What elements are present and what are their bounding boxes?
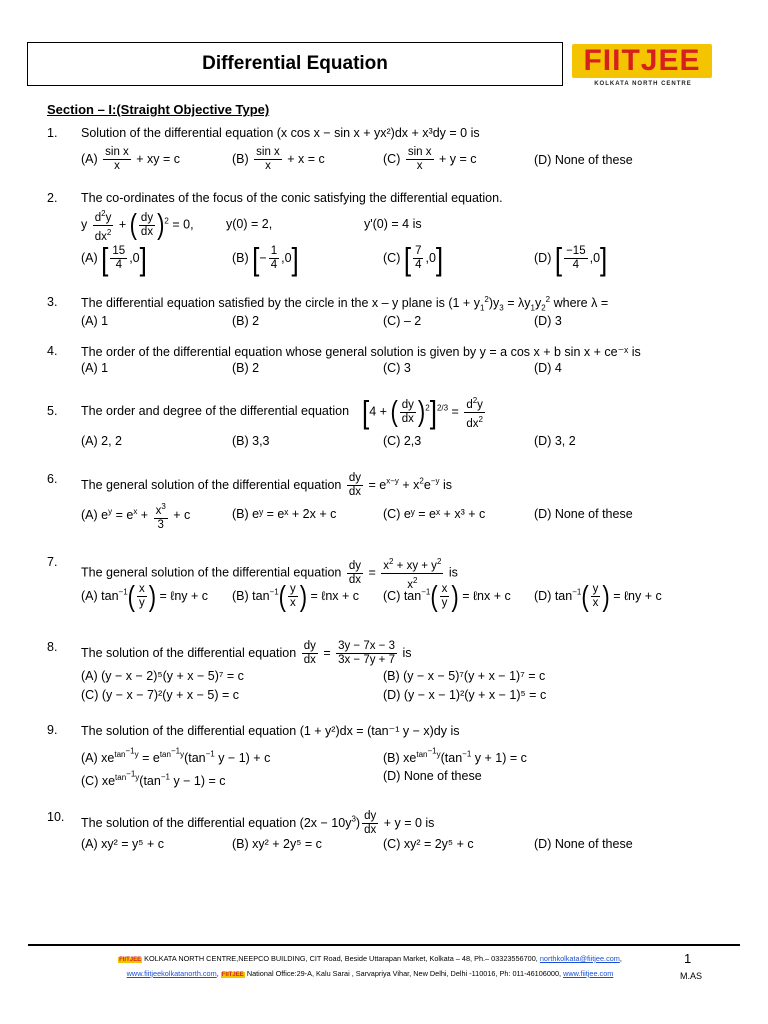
footer-web-link-1[interactable]: www.fiitjeekolkatanorth.com — [126, 969, 217, 978]
question-stem: The co-ordinates of the focus of the conic satisfying the differential equation. — [81, 191, 503, 205]
option-b: (B) eʸ = eˣ + 2x + c — [232, 507, 337, 521]
question-number: 8. — [47, 640, 58, 654]
option-a: (A) 1 — [81, 361, 109, 375]
question-stem: The general solution of the differential equation $\frac{dy}{dx}$ = $e^{x-y} + x^2e^{-y}$ is — [81, 472, 452, 498]
footer-divider — [28, 944, 740, 946]
question-5-equation: [4 + ( $\frac{dy}{dx}$ )$^2$]$^{2/3}$ = $\frac{d^2y}{dx^2}$ — [362, 394, 483, 431]
question-number: 6. — [47, 472, 58, 486]
option-b: (B) [− $\frac{1}{4}$ ,0] — [232, 240, 299, 277]
option-b: (B) $xe^{tan^{-1}y}(\tan^{-1}$ y + 1) = c — [383, 746, 527, 765]
question-stem: The solution of the differential equation $(2x - 10y^3)$ $\frac{dy}{dx}$ + y = 0 is — [81, 810, 435, 836]
footer-address: FIITJEE KOLKATA NORTH CENTRE,NEEPCO BUILDING, CIT Road, Beside Uttarapan Market, Kolkata – 48, Ph.– 03323556700, northkolkata@fiitjee.com, www.fiitjeekolkatanorth.com, FIITJEE National Office:29-A, Kalu Sarai , Sarvapriya Vihar, New Delhi, Delhi -110016, Ph: 011-46106000, www.fiitjee.com — [119, 954, 622, 978]
question-number: 5. — [47, 404, 58, 418]
question-stem: The general solution of the differential equation $\frac{dy}{dx}$ = $\frac{x^2 + xy + y^2}{x^2}$ is — [81, 557, 458, 591]
option-b: (B) (y − x − 5)⁷(y + x − 1)⁷ = c — [383, 669, 546, 683]
option-d: (D) 4 — [534, 361, 562, 375]
option-d: (D) None of these — [534, 507, 633, 521]
footer-email-link[interactable]: northkolkata@fiitjee.com — [539, 954, 620, 963]
question-number: 10. — [47, 810, 65, 824]
option-a: (A) [ $\frac{15}{4}$ ,0] — [81, 240, 147, 277]
option-d: (D) None of these — [534, 837, 633, 851]
option-c: (C) $\tan^{-1}$( $\frac{x}{y}$ ) = ℓnx + c — [383, 579, 511, 613]
option-b: (B) $\tan^{-1}$( $\frac{y}{x}$ ) = ℓnx + c — [232, 579, 360, 613]
option-c: (C) [ $\frac{7}{4}$ ,0] — [383, 240, 444, 277]
footer-line-1: KOLKATA NORTH CENTRE,NEEPCO BUILDING, CIT Road, Beside Uttarapan Market, Kolkata – 48, Ph.– 03323556700, — [144, 954, 538, 963]
option-d: (D) 3 — [534, 314, 562, 328]
option-c: (C) (y − x − 7)²(y + x − 5) = c — [81, 688, 240, 702]
option-b: (B) xy² + 2y⁵ = c — [232, 837, 322, 851]
section-title: Section – I:(Straight Objective Type) — [47, 102, 270, 117]
option-a: (A) (y − x − 2)⁵(y + x − 5)⁷ = c — [81, 669, 244, 683]
question-stem: The order and degree of the differential equation — [81, 404, 350, 418]
question-stem: The order of the differential equation whose general solution is given by y = a cos x + b sin x + ce⁻ˣ is — [81, 345, 641, 359]
option-a: (A) 2, 2 — [81, 434, 122, 448]
question-number: 4. — [47, 344, 58, 358]
question-number: 3. — [47, 295, 58, 309]
option-c: (C) 2,3 — [383, 434, 422, 448]
option-a: (A) xy² = y⁵ + c — [81, 837, 164, 851]
option-b: (B) $\frac{\text{sin x}}{x}$ + x = c — [232, 146, 325, 172]
option-c: (C) – 2 — [383, 314, 422, 328]
option-a: (A) $e^y = e^x$ + $\frac{x^3}{3}$ + c — [81, 502, 191, 531]
option-a: (A) $xe^{tan^{-1}y} = e^{tan^{-1}y}(\tan^{-1}$ y − 1) + c — [81, 746, 271, 765]
option-d: (D) None of these — [383, 769, 482, 783]
question-stem: The solution of the differential equation (1 + y²)dx = (tan⁻¹ y − x)dy is — [81, 724, 460, 738]
option-a: (A) 1 — [81, 314, 109, 328]
condition-y0: y(0) = 2, — [226, 217, 273, 231]
footer-web-link-2[interactable]: www.fiitjee.com — [563, 969, 614, 978]
option-d: (D) [ $\frac{-15}{4}$ ,0] — [534, 240, 608, 277]
option-c: (C) xy² = 2y⁵ + c — [383, 837, 474, 851]
question-stem: The solution of the differential equation $\frac{dy}{dx}$ = $\frac{3y - 7x - 3}{3x - 7y + 7}$ is — [81, 640, 412, 666]
option-d: (D) None of these — [534, 153, 633, 167]
option-c: (C) eʸ = eˣ + x³ + c — [383, 507, 486, 521]
page-number: 1 — [684, 951, 692, 966]
option-a: (A) $\tan^{-1}$( $\frac{x}{y}$ ) = ℓny + c — [81, 579, 209, 613]
page-title-box — [27, 42, 563, 86]
option-d: (D) $\tan^{-1}$( $\frac{y}{x}$ ) = ℓny + c — [534, 579, 662, 613]
question-stem: The differential equation satisfied by the circle in the x – y plane is $(1 + y_1^2)y_3 = \lambda y_1y_2^2$ where λ = — [81, 295, 609, 313]
question-2-equation: y $\frac{d^2y}{dx^2}$ + ( $\frac{dy}{dx}$ )$^2$ = 0, — [81, 208, 194, 243]
question-number: 1. — [47, 126, 58, 140]
logo-text: FIITJEE — [572, 44, 712, 78]
question-number: 9. — [47, 723, 58, 737]
option-d: (D) 3, 2 — [534, 434, 576, 448]
option-c: (C) $xe^{tan^{-1}y}(\tan^{-1}$ y − 1) = c — [81, 769, 226, 788]
option-b: (B) 2 — [232, 361, 260, 375]
option-c: (C) $\frac{\text{sin x}}{x}$ + y = c — [383, 146, 477, 172]
fiitjee-logo — [572, 44, 714, 90]
option-b: (B) 3,3 — [232, 434, 270, 448]
logo-subtitle: KOLKATA NORTH CENTRE — [594, 81, 692, 87]
fiitjee-mark: FIITJEE — [119, 957, 142, 963]
question-number: 7. — [47, 555, 58, 569]
condition-yprime0: y'(0) = 4 is — [364, 217, 422, 231]
question-stem: Solution of the differential equation (x cos x − sin x + yx²)dx + x³dy = 0 is — [81, 126, 480, 140]
page-title: Differential Equation — [202, 53, 388, 74]
option-d: (D) (y − x − 1)²(y + x − 1)⁵ = c — [383, 688, 547, 702]
question-number: 2. — [47, 191, 58, 205]
option-c: (C) 3 — [383, 361, 411, 375]
option-b: (B) 2 — [232, 314, 260, 328]
author-initials: M.AS — [680, 971, 703, 981]
fiitjee-mark: FIITJEE — [221, 972, 244, 978]
option-a: (A) $\frac{\text{sin x}}{x}$ + xy = c — [81, 146, 181, 172]
footer-line-2: National Office:29-A, Kalu Sarai , Sarvapriya Vihar, New Delhi, Delhi -110016, Ph: 011-46106000, — [246, 969, 562, 978]
